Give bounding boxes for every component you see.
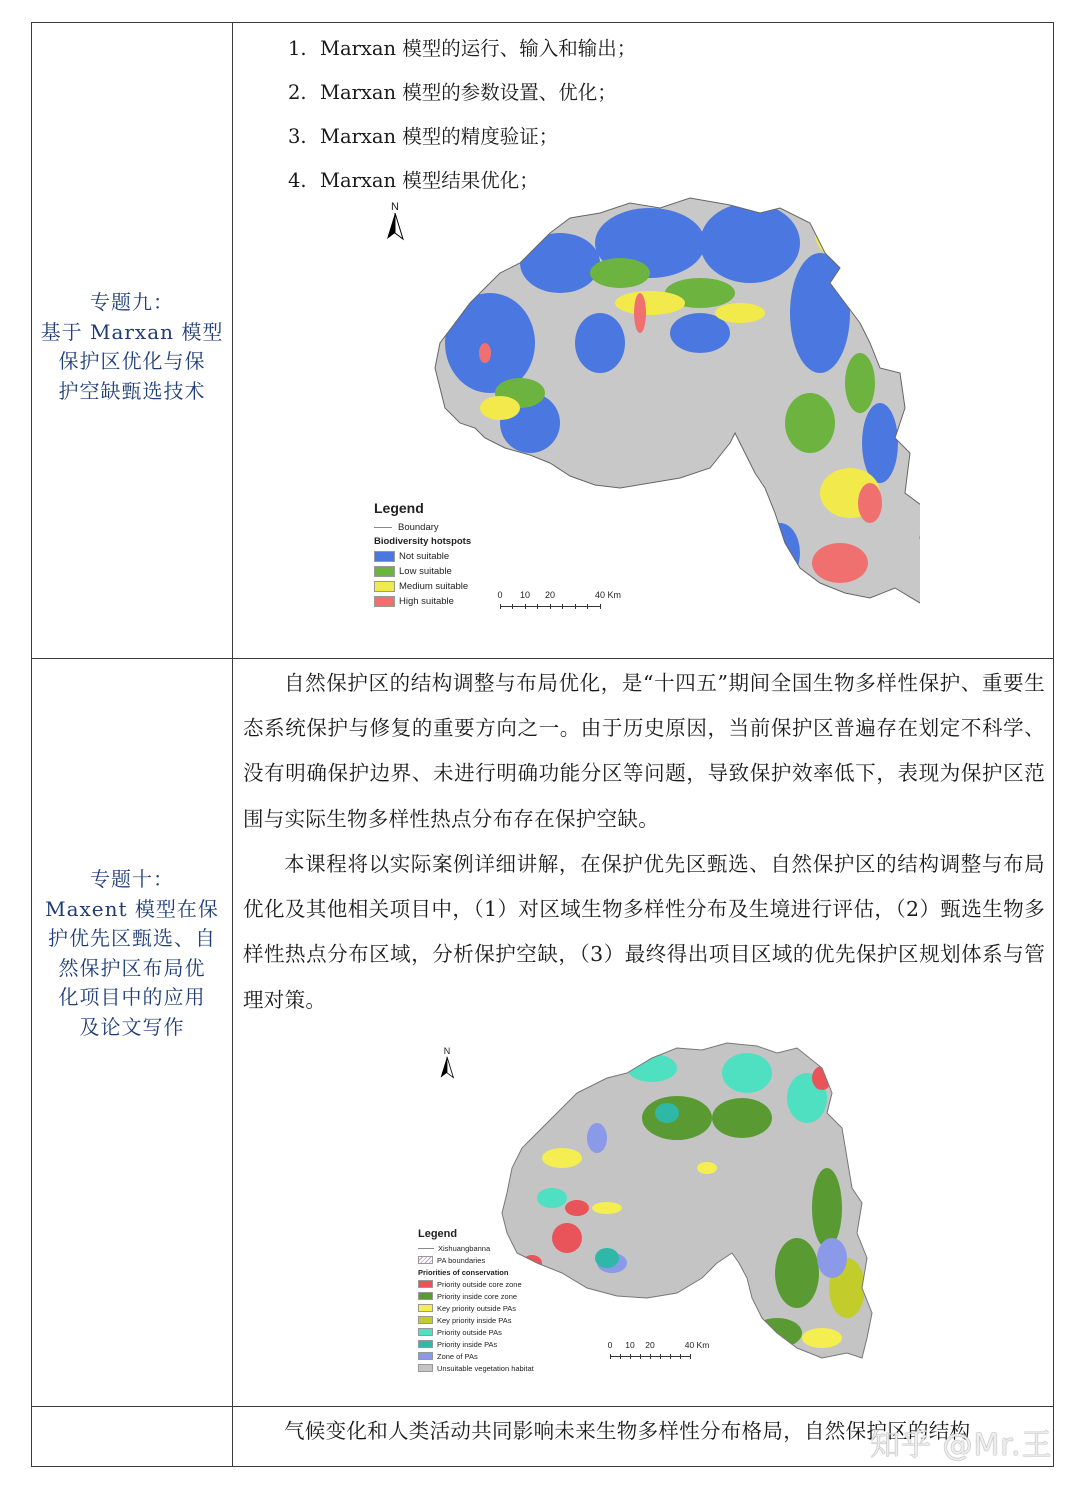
- marxan-list: [288, 27, 636, 203]
- paragraph: 自然保护区的结构调整与布局优化，是“十四五”期间全国生物多样性保护、重要生态系统保护与修复的重要方向之一。由于历史原因，当前保护区普遍存在划定不科学、没有明确保护边界、未进行明确功能分区等问题，导致保护效率低下，表现为保护区范围与实际生物多样性热点分布存在保护空缺。: [243, 671, 1045, 831]
- row-divider: [32, 658, 1053, 659]
- topic-line: 护空缺甄选技术: [58, 378, 206, 403]
- paragraph: 本课程将以实际案例详细讲解，在保护优先区甄选、自然保护区的结构调整与布局优化及其他相关项目中，（1）对区域生物多样性分布及生境进行评估，（2）甄选生物多样性热点分布区域，分析保护空缺，（3）最终得出项目区域的优先保护区规划体系与管理对策。: [243, 852, 1045, 1012]
- topic-line: 化项目中的应用: [58, 985, 206, 1009]
- topic-line: 基于 Marxan 模型: [40, 319, 224, 344]
- topic-line: 然保护区布局优: [58, 955, 206, 980]
- list-item: 4. Marxan 模型结果优化；: [288, 169, 539, 192]
- list-item: 3. Marxan 模型的精度验证；: [288, 125, 559, 148]
- list-item: 2. Marxan 模型的参数设置、优化；: [288, 81, 617, 104]
- north-arrow-icon: N: [437, 1046, 457, 1085]
- topic-line: 保护区优化与保: [58, 349, 206, 373]
- conservation-priorities-map: [477, 1038, 877, 1378]
- scale-bar: 0 10 20 40 Km: [610, 1340, 690, 1357]
- scale-bar: 0 10 20 40 Km: [500, 590, 600, 607]
- biodiversity-hotspots-map: [400, 193, 920, 613]
- map-legend: Legend Xishuangbanna PA boundaries Priorities of conservation Priority outside core zone Priority inside core zone Key priority outside PAs Key priority inside PAs Priority outside PAs Priority inside PAs Zone of PAs Unsuitable vegetation habitat: [418, 1228, 534, 1373]
- north-arrow-icon: N: [383, 201, 407, 246]
- paragraph: 气候变化和人类活动共同影响未来生物多样性分布格局，自然保护区的结构: [284, 1419, 971, 1443]
- row-divider: [32, 1406, 1053, 1407]
- column-divider: [232, 23, 233, 1466]
- topic-line: 护优先区甄选、自: [48, 926, 216, 950]
- topic-label: 专题十：: [90, 867, 174, 891]
- topic-ten-title: [32, 865, 232, 1042]
- topic-line: 及论文写作: [79, 1014, 185, 1039]
- watermark: 知乎 @Mr.王: [870, 1428, 1053, 1463]
- map-legend: Legend Boundary Biodiversity hotspots Not suitable Low suitable Medium suitable High suitable: [374, 500, 472, 607]
- list-item: 1. Marxan 模型的运行、输入和输出；: [288, 37, 637, 60]
- course-table: [31, 22, 1054, 1467]
- topic-label: 专题九：: [90, 290, 174, 314]
- topic-line: Maxent 模型在保: [45, 896, 219, 921]
- topic-nine-title: [32, 288, 232, 406]
